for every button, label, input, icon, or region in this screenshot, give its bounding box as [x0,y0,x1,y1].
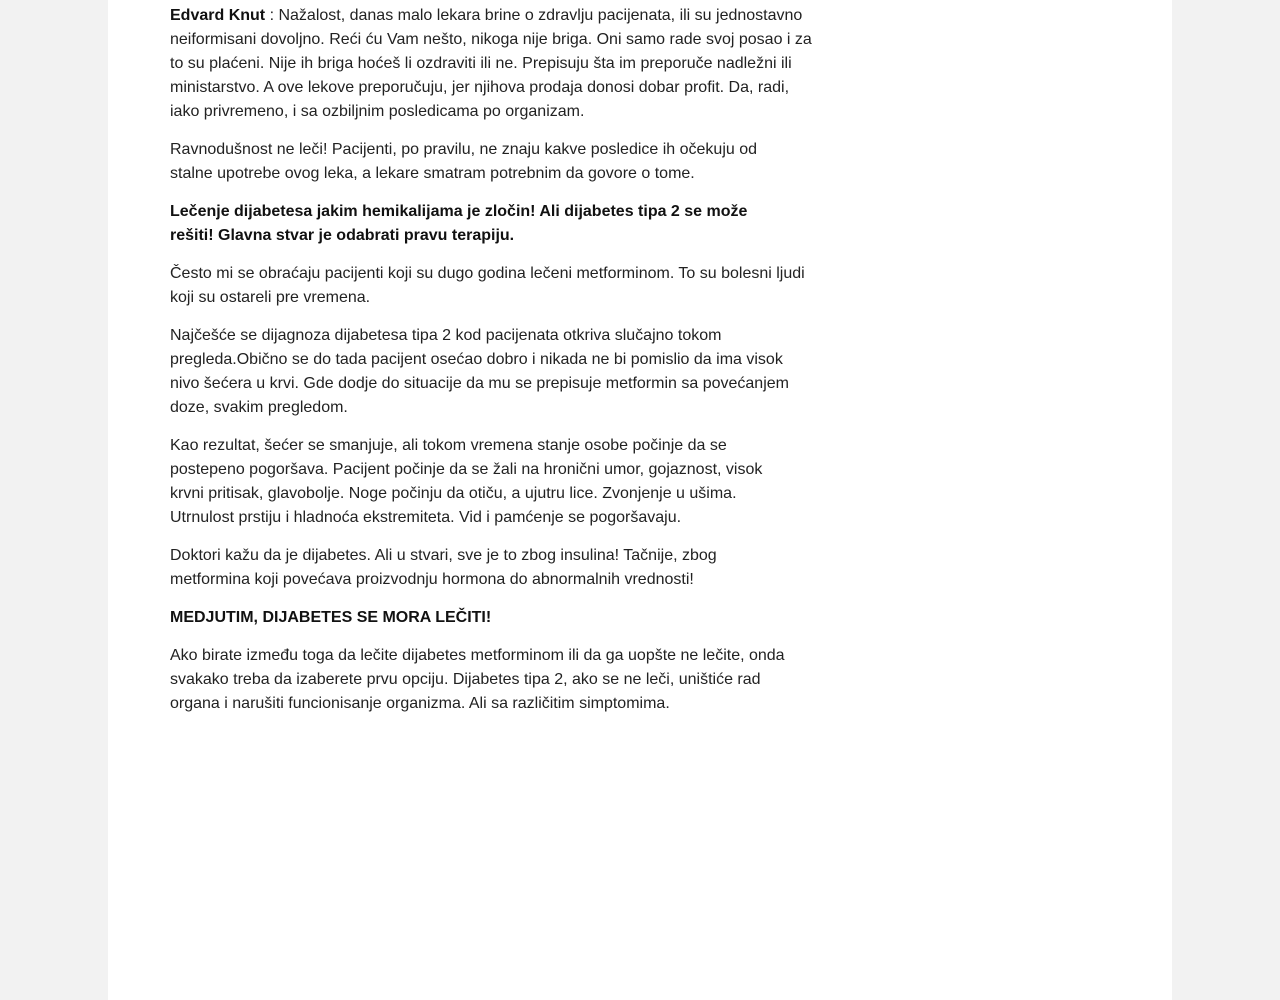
speaker-name: Edvard Knut [170,7,266,24]
paragraph-choice: Ako birate između toga da lečite dijabetes metforminom ili da ga uopšte ne lečite, onda svakako treba da izaberete prvu opciju. Dijabetes tipa 2, ako se ne leči, uništiće rad organa i narušiti funcionisanje organizma. Ali sa različitim simptomima. [170,647,785,712]
paragraph-indifference: Ravnodušnost ne leči! Pacijenti, po pravilu, ne znaju kakve posledice ih očekuju od stalne upotrebe ovog leka, a lekare smatram potrebnim da govore o tome. [170,141,758,182]
page-content [108,0,1172,1000]
paragraph-insulin: Doktori kažu da je dijabetes. Ali u stvari, sve je to zbog insulina! Tačnije, zbog metformina koji povećava proizvodnju hormona do abnormalnih vrednosti! [170,547,717,588]
paragraph-diagnosis: Najčešće se dijagnoza dijabetesa tipa 2 kod pacijenata otkriva slučajno tokom pregleda.Obično se do tada pacijent osećao dobro i nikada ne bi pomislio da ima visok nivo šećera u krvi. Gde dodje do situacije da mu se prepisuje metformin sa povećanjem doze, svakim pregledom. [170,327,789,416]
paragraph-heading-must-treat: MEDJUTIM, DIJABETES SE MORA LEČITI! [170,609,492,626]
paragraph-patients: Često mi se obraćaju pacijenti koji su dugo godina lečeni metforminom. To su bolesni ljudi koji su ostareli pre vremena. [170,265,805,306]
article-body [170,4,816,730]
paragraph-text: : Nažalost, danas malo lekara brine o zdravlju pacijenata, ili su jednostavno neiformisani dovoljno. Reći ću Vam nešto, nikoga nije briga. Oni samo rade svoj posao i za to su plaćeni. Nije ih briga hoćeš li ozdraviti ili ne. Prepisuju šta im preporuče nadležni ili ministarstvo. A ove lekove preporučuju, jer njihova prodaja donosi dobar profit. Da, radi, iako privremeno, i sa ozbiljnim posledicama po organizam. [170,7,812,120]
paragraph-bold-claim: Lečenje dijabetesa jakim hemikalijama je zločin! Ali dijabetes tipa 2 se može rešiti! Glavna stvar je odabrati pravu terapiju. [170,203,748,244]
paragraph-doctor-quote [170,4,816,124]
paragraph-symptoms: Kao rezultat, šećer se smanjuje, ali tokom vremena stanje osobe počinje da se postepeno pogoršava. Pacijent počinje da se žali na hronični umor, gojaznost, visok krvni pritisak, glavobolje. Noge počinju da otiču, a ujutru lice. Zvonjenje u ušima. Utrnulost prstiju i hladnoća ekstremiteta. Vid i pamćenje se pogoršavaju. [170,437,763,526]
